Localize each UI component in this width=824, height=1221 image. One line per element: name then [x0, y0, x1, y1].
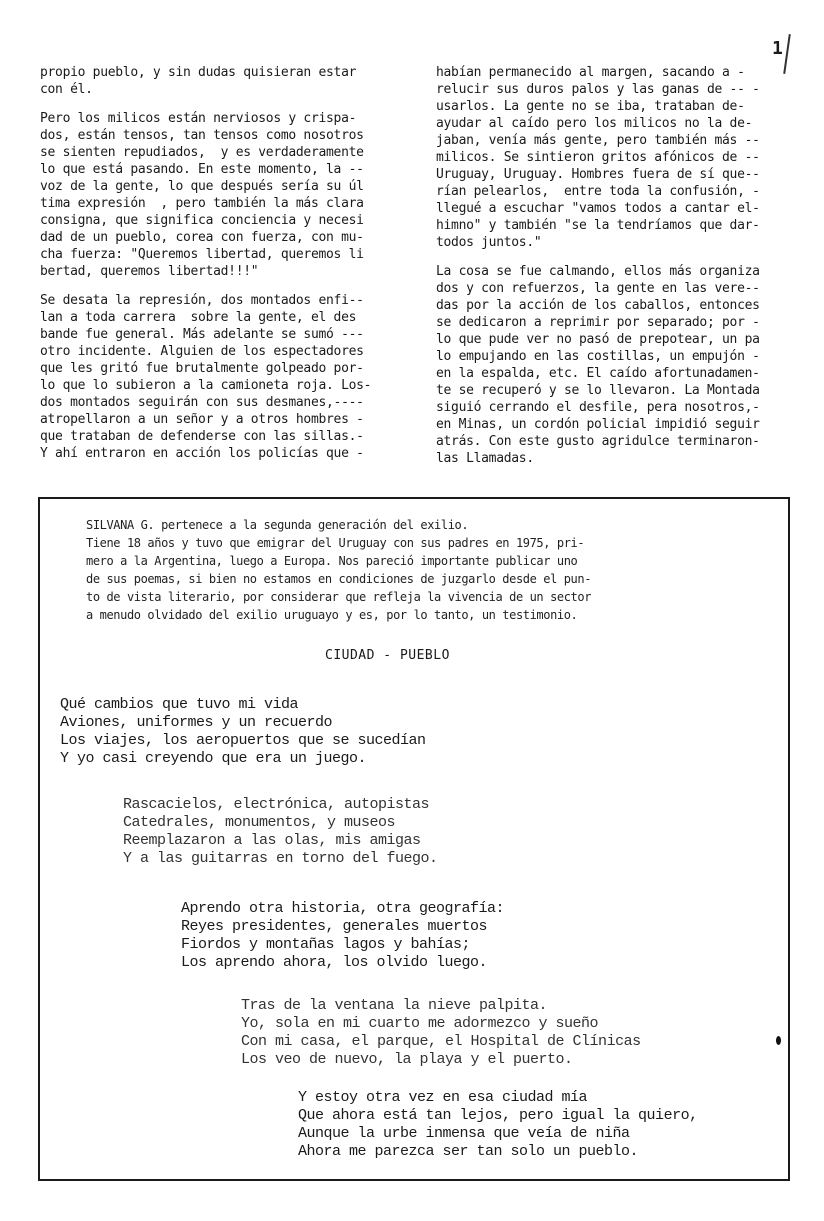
- text-line: siguió cerrando el desfile, pera nosotros,-: [436, 400, 760, 415]
- verse-line: Que ahora está tan lejos, pero igual la quiero,: [298, 1107, 698, 1124]
- stanza-2: [123, 796, 438, 868]
- text-line: rían pelearlos, entre toda la confusión, -: [436, 184, 760, 199]
- text-line: lo que está pasando. En este momento, la --: [40, 162, 364, 177]
- text-line: cha fuerza: "Queremos libertad, queremos li: [40, 247, 364, 262]
- ink-dot: [776, 1036, 781, 1045]
- poem-title: CIUDAD - PUEBLO: [325, 648, 450, 663]
- text-line: consigna, que significa conciencia y necesi: [40, 213, 364, 228]
- verse-line: Tras de la ventana la nieve palpita.: [241, 997, 548, 1014]
- text-line: Pero los milicos están nerviosos y crispa-: [40, 111, 357, 126]
- text-line: tima expresión , pero también la más clara: [40, 196, 364, 211]
- verse-line: Y a las guitarras en torno del fuego.: [123, 850, 438, 867]
- text-line: se sienten repudiados, y es verdaderamente: [40, 145, 364, 160]
- text-line: otro incidente. Alguien de los espectadores: [40, 344, 364, 359]
- verse-line: Qué cambios que tuvo mi vida: [60, 696, 299, 713]
- text-line: La cosa se fue calmando, ellos más organiza: [436, 264, 760, 279]
- verse-line: Rascacielos, electrónica, autopistas: [123, 796, 430, 813]
- text-line: bertad, queremos libertad!!!": [40, 264, 259, 279]
- stanza-4: [241, 997, 641, 1069]
- text-line: todos juntos.": [436, 235, 542, 250]
- verse-line: Fiordos y montañas lagos y bahías;: [181, 936, 471, 953]
- text-line: himno" y también "se la tendríamos que dar-: [436, 218, 760, 233]
- verse-line: Los veo de nuevo, la playa y el puerto.: [241, 1051, 573, 1068]
- text-line: usarlos. La gente no se iba, trataban de-: [436, 99, 745, 114]
- intro-line: to de vista literario, por considerar que refleja la vivencia de un sector: [86, 590, 592, 604]
- text-line: con él.: [40, 82, 93, 97]
- text-line: lan a toda carrera sobre la gente, el des: [40, 310, 357, 325]
- intro-line: a menudo olvidado del exilio uruguayo y es, por lo tanto, un testimonio.: [86, 608, 578, 622]
- verse-line: Aprendo otra historia, otra geografía:: [181, 900, 505, 917]
- verse-line: Reyes presidentes, generales muertos: [181, 918, 488, 935]
- text-line: atropellaron a un señor y a otros hombres -: [40, 412, 364, 427]
- text-line: dos, están tensos, tan tensos como nosotros: [40, 128, 364, 143]
- text-line: propio pueblo, y sin dudas quisieran estar: [40, 65, 357, 80]
- verse-line: Los viajes, los aeropuertos que se sucedían: [60, 732, 426, 749]
- stanza-1: [60, 696, 426, 768]
- verse-line: Aviones, uniformes y un recuerdo: [60, 714, 333, 731]
- text-line: que les gritó fue brutalmente golpeado por-: [40, 361, 364, 376]
- verse-line: Con mi casa, el parque, el Hospital de Clínicas: [241, 1033, 641, 1050]
- text-line: dad de un pueblo, corea con fuerza, con mu-: [40, 230, 364, 245]
- text-line: Se desata la represión, dos montados enfi--: [40, 293, 364, 308]
- verse-line: Y yo casi creyendo que era un juego.: [60, 750, 367, 767]
- text-line: te se recuperó y se lo llevaron. La Montada: [436, 383, 760, 398]
- right-column: [436, 64, 776, 479]
- text-line: voz de la gente, lo que después sería su úl: [40, 179, 364, 194]
- page-mark: [783, 34, 791, 74]
- left-paragraph-1: [40, 64, 380, 98]
- text-line: Y ahí entraron en acción los policías que -: [40, 446, 364, 461]
- text-line: ayudar al caído pero los milicos no la de-: [436, 116, 753, 131]
- verse-line: Catedrales, monumentos, y museos: [123, 814, 396, 831]
- verse-line: Yo, sola en mi cuarto me adormezco y sueño: [241, 1015, 599, 1032]
- text-line: que trataban de defenderse con las sillas.-: [40, 429, 364, 444]
- left-column: [40, 64, 380, 474]
- text-line: se dedicaron a reprimir por separado; por -: [436, 315, 760, 330]
- stanza-3: [181, 900, 504, 972]
- intro-line: SILVANA G. pertenece a la segunda generación del exilio.: [86, 518, 469, 532]
- text-line: habían permanecido al margen, sacando a -: [436, 65, 745, 80]
- text-line: lo empujando en las costillas, un empujón -: [436, 349, 760, 364]
- verse-line: Los aprendo ahora, los olvido luego.: [181, 954, 488, 971]
- text-line: bande fue general. Más adelante se sumó ---: [40, 327, 364, 342]
- stanza-5: [298, 1089, 698, 1161]
- intro-line: de sus poemas, si bien no estamos en condiciones de juzgarlo desde el pun-: [86, 572, 592, 586]
- text-line: milicos. Se sintieron gritos afónicos de --: [436, 150, 760, 165]
- text-line: las Llamadas.: [436, 451, 534, 466]
- right-paragraph-2: [436, 263, 776, 467]
- right-paragraph-1: [436, 64, 776, 251]
- verse-line: Aunque la urbe inmensa que veía de niña: [298, 1125, 630, 1142]
- left-paragraph-2: [40, 110, 380, 280]
- text-line: atrás. Con este gusto agridulce terminaron-: [436, 434, 760, 449]
- text-line: jaban, venía más gente, pero también más --: [436, 133, 760, 148]
- verse-line: Ahora me parezca ser tan solo un pueblo.: [298, 1143, 639, 1160]
- intro-line: mero a la Argentina, luego a Europa. Nos pareció importante publicar uno: [86, 554, 578, 568]
- text-line: llegué a escuchar "vamos todos a cantar el-: [436, 201, 760, 216]
- text-line: relucir sus duros palos y las ganas de -- -: [436, 82, 760, 97]
- text-line: Uruguay, Uruguay. Hombres fuera de sí que--: [436, 167, 760, 182]
- verse-line: Y estoy otra vez en esa ciudad mía: [298, 1089, 588, 1106]
- intro-line: Tiene 18 años y tuvo que emigrar del Uruguay con sus padres en 1975, pri-: [86, 536, 585, 550]
- text-line: lo que lo subieron a la camioneta roja. Los-: [40, 378, 372, 393]
- text-line: en la espalda, etc. El caído afortunadamen-: [436, 366, 760, 381]
- poem-intro: [86, 516, 726, 624]
- page-number: 1: [772, 38, 783, 59]
- text-line: en Minas, un cordón policial impidió seguir: [436, 417, 760, 432]
- text-line: dos montados seguirán con sus desmanes,----: [40, 395, 364, 410]
- left-paragraph-3: [40, 292, 380, 462]
- text-line: lo que pude ver no pasó de prepotear, un pa: [436, 332, 760, 347]
- text-line: das por la acción de los caballos, entonces: [436, 298, 760, 313]
- text-line: dos y con refuerzos, la gente en las vere--: [436, 281, 760, 296]
- verse-line: Reemplazaron a las olas, mis amigas: [123, 832, 421, 849]
